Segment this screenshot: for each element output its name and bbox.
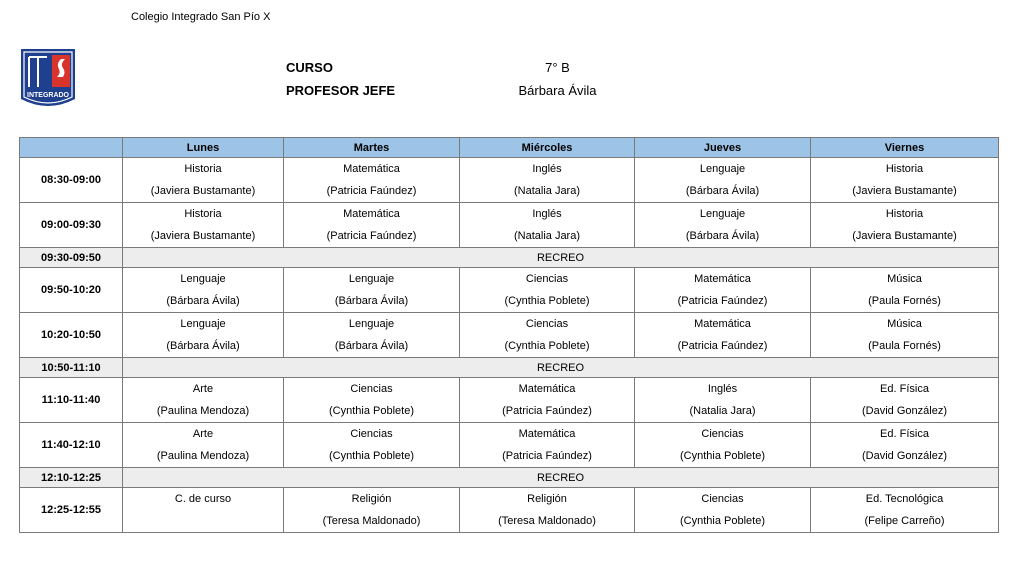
class-cell [123,313,284,358]
subject: C. de curso [174,492,232,505]
class-cell [284,423,460,468]
teacher: (Teresa Maldonado) [322,514,421,527]
break-row [20,468,999,488]
class-cell [123,488,284,533]
subject: Historia [184,207,222,220]
teacher [123,515,283,528]
class-cell [460,488,635,533]
teacher: (Bárbara Ávila) [685,229,760,242]
subject: Inglés [532,207,562,220]
teacher: (David González) [862,404,947,417]
header-row [20,138,999,158]
break-label: RECREO [123,248,999,268]
school-logo [19,47,77,111]
class-cell [460,158,635,203]
teacher: (Natalia Jara) [513,229,581,242]
class-cell [811,378,999,423]
time-slot: 12:25-12:55 [20,488,123,533]
teacher: (Bárbara Ávila) [166,294,240,307]
class-cell [635,423,811,468]
time-slot: 11:10-11:40 [20,378,123,423]
subject: Ciencias [350,382,393,395]
subject: Arte [192,382,214,395]
subject: Ed. Física [880,427,929,440]
subject: Historia [184,162,222,175]
class-cell [811,423,999,468]
class-cell [635,313,811,358]
teacher: (Javiera Bustamante) [852,184,957,197]
subject: Matemática [694,317,751,330]
teacher: (Javiera Bustamante) [150,229,256,242]
class-cell [284,268,460,313]
subject: Ciencias [701,427,744,440]
teacher: (Paula Fornés) [868,339,941,352]
time-slot: 09:00-09:30 [20,203,123,248]
class-cell [635,203,811,248]
subject: Matemática [518,382,576,395]
teacher: (Patricia Faúndez) [326,229,417,242]
time-slot: 11:40-12:10 [20,423,123,468]
day-header: Lunes [123,138,284,158]
class-cell [811,158,999,203]
subject: Religión [527,492,567,505]
lesson-row [20,488,999,533]
teacher: (Patricia Faúndez) [502,404,592,417]
subject: Música [887,272,922,285]
time-slot: 09:30-09:50 [20,248,123,268]
subject: Inglés [532,162,562,175]
teacher: (Natalia Jara) [689,404,756,417]
teacher: (Bárbara Ávila) [334,294,409,307]
subject: Lenguaje [348,272,395,285]
teacher: (Cynthia Poblete) [329,404,414,417]
subject: Ed. Física [880,382,929,395]
lesson-row [20,378,999,423]
class-cell [635,378,811,423]
subject: Lenguaje [348,317,395,330]
schedule-table [19,137,999,533]
class-cell [811,313,999,358]
profesor-label: PROFESOR JEFE [286,83,396,98]
subject: Historia [885,207,924,220]
subject: Ed. Tecnológica [865,492,944,505]
teacher: (Cynthia Poblete) [329,449,414,462]
teacher: (Patricia Faúndez) [502,449,592,462]
class-cell [460,423,635,468]
time-slot: 10:20-10:50 [20,313,123,358]
teacher: (Cynthia Poblete) [504,339,590,352]
break-label: RECREO [123,468,999,488]
subject: Ciencias [350,427,393,440]
teacher: (Paula Fornés) [868,294,941,307]
teacher: (Cynthia Poblete) [504,294,590,307]
lesson-row [20,203,999,248]
break-row [20,358,999,378]
class-cell [284,203,460,248]
day-header: Miércoles [460,138,635,158]
day-header: Martes [284,138,460,158]
teacher: (Cynthia Poblete) [680,449,765,462]
lesson-row [20,313,999,358]
time-slot: 09:50-10:20 [20,268,123,313]
subject: Lenguaje [180,272,226,285]
subject: Matemática [343,207,400,220]
class-cell [123,378,284,423]
teacher: (Javiera Bustamante) [852,229,957,242]
time-slot: 10:50-11:10 [20,358,123,378]
teacher: (Paulina Mendoza) [156,449,250,462]
teacher: (Javiera Bustamante) [150,184,256,197]
subject: Historia [885,162,924,175]
class-cell [460,378,635,423]
subject: Matemática [694,272,751,285]
class-cell [123,268,284,313]
day-header: Viernes [811,138,999,158]
teacher: (Teresa Maldonado) [498,514,596,527]
teacher: (David González) [862,449,947,462]
corner-cell [20,138,123,158]
class-cell [460,203,635,248]
class-cell [460,268,635,313]
teacher: (Natalia Jara) [513,184,581,197]
class-cell [811,203,999,248]
subject: Música [887,317,922,330]
subject: Matemática [343,162,400,175]
class-cell [284,378,460,423]
class-cell [811,268,999,313]
subject: Arte [192,427,214,440]
teacher: (Cynthia Poblete) [680,514,765,527]
subject: Religión [351,492,392,505]
class-cell [811,488,999,533]
class-cell [284,313,460,358]
schedule-body [20,158,999,533]
lesson-row [20,423,999,468]
profesor-value: Bárbara Ávila [518,83,597,98]
teacher: (Bárbara Ávila) [334,339,409,352]
lesson-row [20,268,999,313]
break-label: RECREO [123,358,999,378]
curso-value: 7° B [545,60,570,75]
teacher: (Bárbara Ávila) [685,184,760,197]
class-cell [123,203,284,248]
logo-text: INTEGRADO [27,92,69,99]
class-cell [123,158,284,203]
teacher: (Paulina Mendoza) [156,404,250,417]
class-cell [284,488,460,533]
class-cell [123,423,284,468]
teacher: (Patricia Faúndez) [677,294,768,307]
class-cell [635,488,811,533]
subject: Lenguaje [699,162,746,175]
class-cell [284,158,460,203]
class-cell [635,268,811,313]
subject: Lenguaje [699,207,746,220]
teacher: (Felipe Carreño) [864,514,945,527]
subject: Ciencias [525,317,569,330]
subject: Lenguaje [180,317,226,330]
subject: Ciencias [525,272,569,285]
subject: Ciencias [701,492,744,505]
school-name: Colegio Integrado San Pío X [131,11,271,23]
teacher: (Patricia Faúndez) [677,339,768,352]
class-cell [635,158,811,203]
teacher: (Bárbara Ávila) [166,339,240,352]
break-row [20,248,999,268]
lesson-row [20,158,999,203]
day-header: Jueves [635,138,811,158]
subject: Inglés [707,382,738,395]
time-slot: 08:30-09:00 [20,158,123,203]
curso-label: CURSO [286,60,333,75]
teacher: (Patricia Faúndez) [326,184,417,197]
class-cell [460,313,635,358]
time-slot: 12:10-12:25 [20,468,123,488]
subject: Matemática [518,427,576,440]
